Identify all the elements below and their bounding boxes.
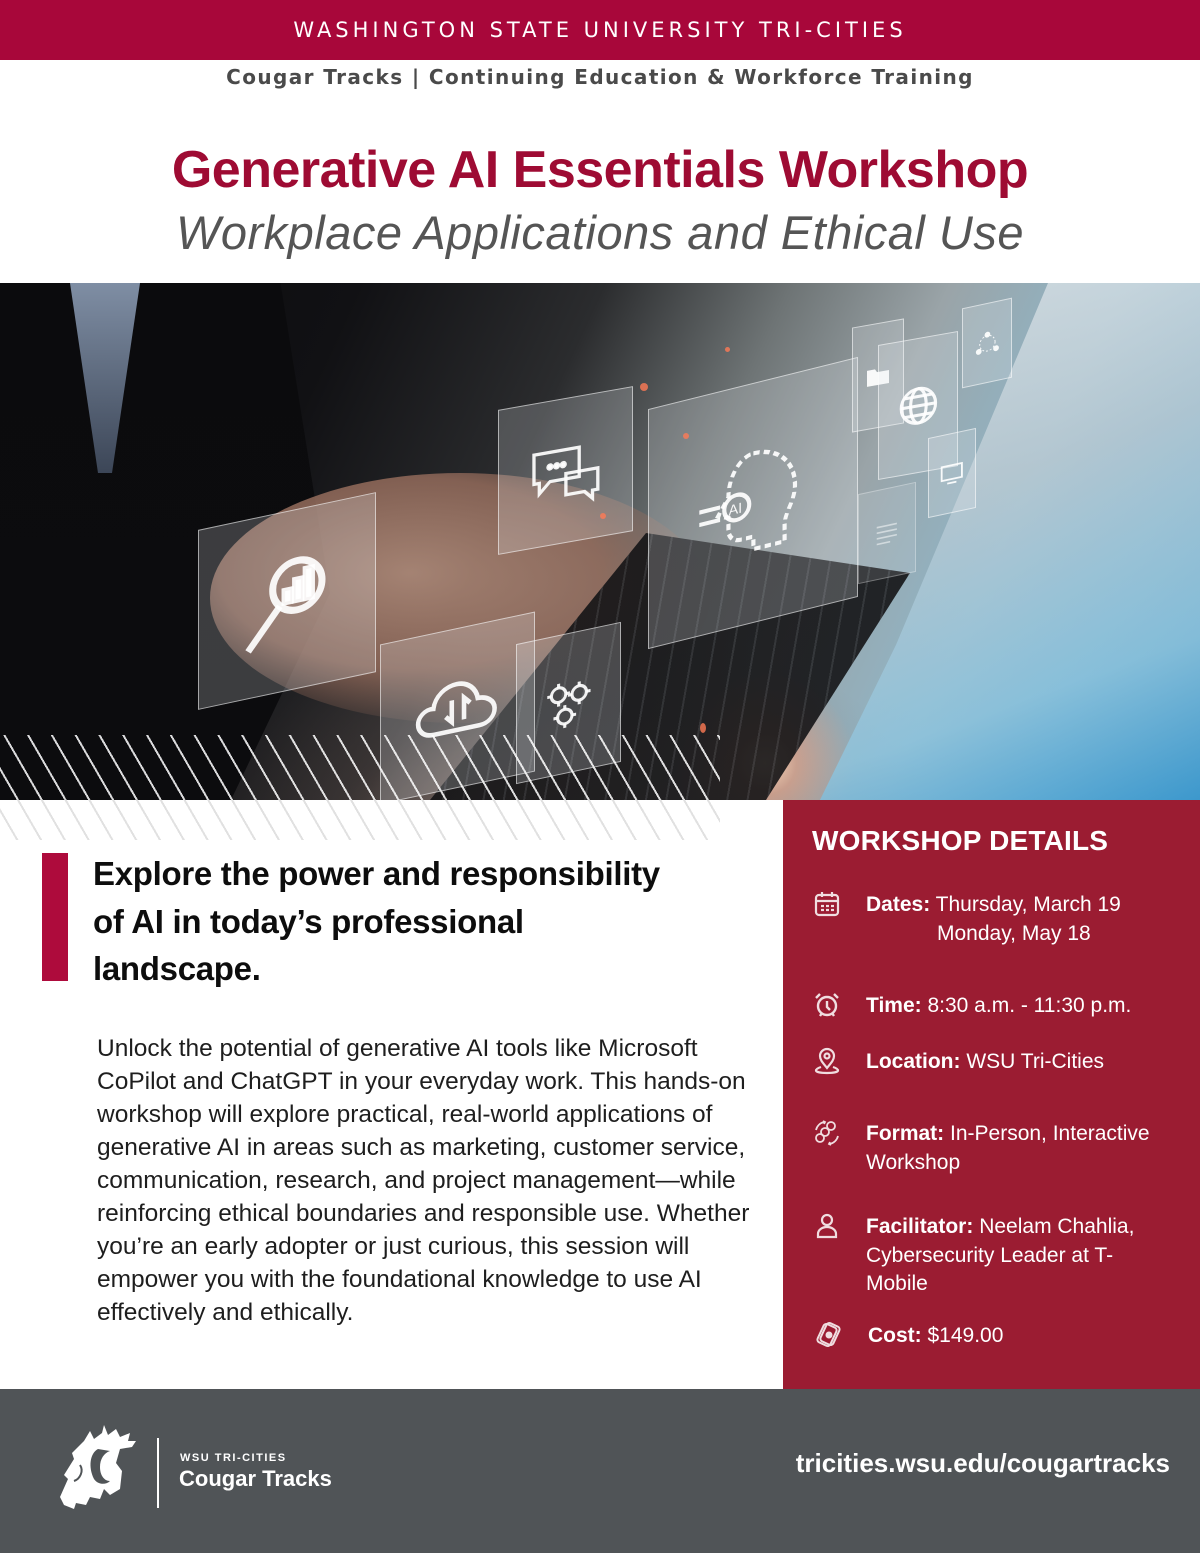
spark-decoration <box>700 723 706 733</box>
facilitator-label: Facilitator: <box>866 1215 974 1238</box>
spark-decoration <box>640 383 648 391</box>
cloud-transfer-icon <box>380 612 535 800</box>
location-pin-icon <box>812 1046 844 1078</box>
spark-decoration <box>683 433 689 439</box>
group-interaction-icon <box>812 1118 844 1150</box>
intro-body: Unlock the potential of generative AI tools like Microsoft CoPilot and ChatGPT in your everyday work. This hands-on workshop will explore practical, real-world applications of generative AI in areas such as marketing, customer service, communication, research, and project management—while reinforcing ethical boundaries and responsible use. Whether you’re an early adopter or just curious, this session will empower you with the foundational knowledge to use AI effectively and ethically. <box>97 1035 750 1326</box>
detail-time <box>812 992 1192 1022</box>
location-label: Location: <box>866 1050 961 1073</box>
detail-dates <box>812 891 1192 948</box>
magnifier-chart-icon <box>198 492 376 710</box>
calendar-icon <box>812 889 844 921</box>
intro-headline: Explore the power and responsibility of AI in today’s professional landscape. <box>93 855 660 987</box>
document-icon <box>858 482 916 584</box>
institution-banner <box>0 0 1200 60</box>
footer-divider <box>157 1438 159 1508</box>
hero-image <box>0 283 1200 800</box>
time-value: 8:30 a.m. - 11:30 p.m. <box>921 994 1132 1017</box>
footer <box>0 1389 1200 1553</box>
facilitator-value: Neelam Chahlia, Cybersecurity Leader at T-Mobile <box>866 1215 1135 1295</box>
detail-location <box>812 1048 1192 1078</box>
cost-value: $149.00 <box>921 1324 1004 1347</box>
time-label: Time: <box>866 994 922 1017</box>
detail-cost <box>812 1322 1192 1352</box>
format-label: Format: <box>866 1122 945 1145</box>
diagonal-stripe-decoration-light <box>0 800 720 840</box>
chat-bubbles-icon <box>498 386 633 555</box>
spark-decoration <box>600 513 606 519</box>
workshop-details-panel <box>783 800 1200 1389</box>
headline-accent-bar <box>42 853 68 981</box>
gears-icon <box>516 622 621 784</box>
footer-website-link[interactable]: tricities.wsu.edu/cougartracks <box>795 1448 1170 1478</box>
network-people-icon <box>962 298 1012 389</box>
dates-label: Dates: <box>866 893 931 916</box>
detail-facilitator <box>812 1213 1192 1299</box>
person-icon <box>812 1211 844 1243</box>
svg-text:AI: AI <box>728 500 742 520</box>
details-title: WORKSHOP DETAILS <box>812 825 1109 856</box>
cost-label: Cost: <box>868 1324 922 1347</box>
alarm-clock-icon <box>812 990 844 1022</box>
spark-decoration <box>725 347 730 352</box>
footer-brand-small: WSU TRI-CITIES <box>180 1452 287 1464</box>
format-value: In-Person, Interactive Workshop <box>866 1122 1150 1174</box>
monitor-icon <box>928 428 976 518</box>
money-icon <box>812 1320 844 1352</box>
footer-brand: Cougar Tracks <box>179 1466 332 1491</box>
institution-name: WASHINGTON STATE UNIVERSITY TRI-CITIES <box>293 18 907 42</box>
wsu-cougar-logo-icon <box>50 1419 142 1511</box>
page-title: Generative AI Essentials Workshop <box>171 141 1029 199</box>
page-subtitle: Workplace Applications and Ethical Use <box>176 206 1024 259</box>
dates-value: Thursday, March 19 <box>930 893 1121 916</box>
detail-format <box>812 1120 1192 1177</box>
program-line: Cougar Tracks | Continuing Education & Workforce Training <box>226 65 974 89</box>
location-value: WSU Tri-Cities <box>960 1050 1104 1073</box>
dates-value-second: Monday, May 18 <box>937 921 1091 945</box>
